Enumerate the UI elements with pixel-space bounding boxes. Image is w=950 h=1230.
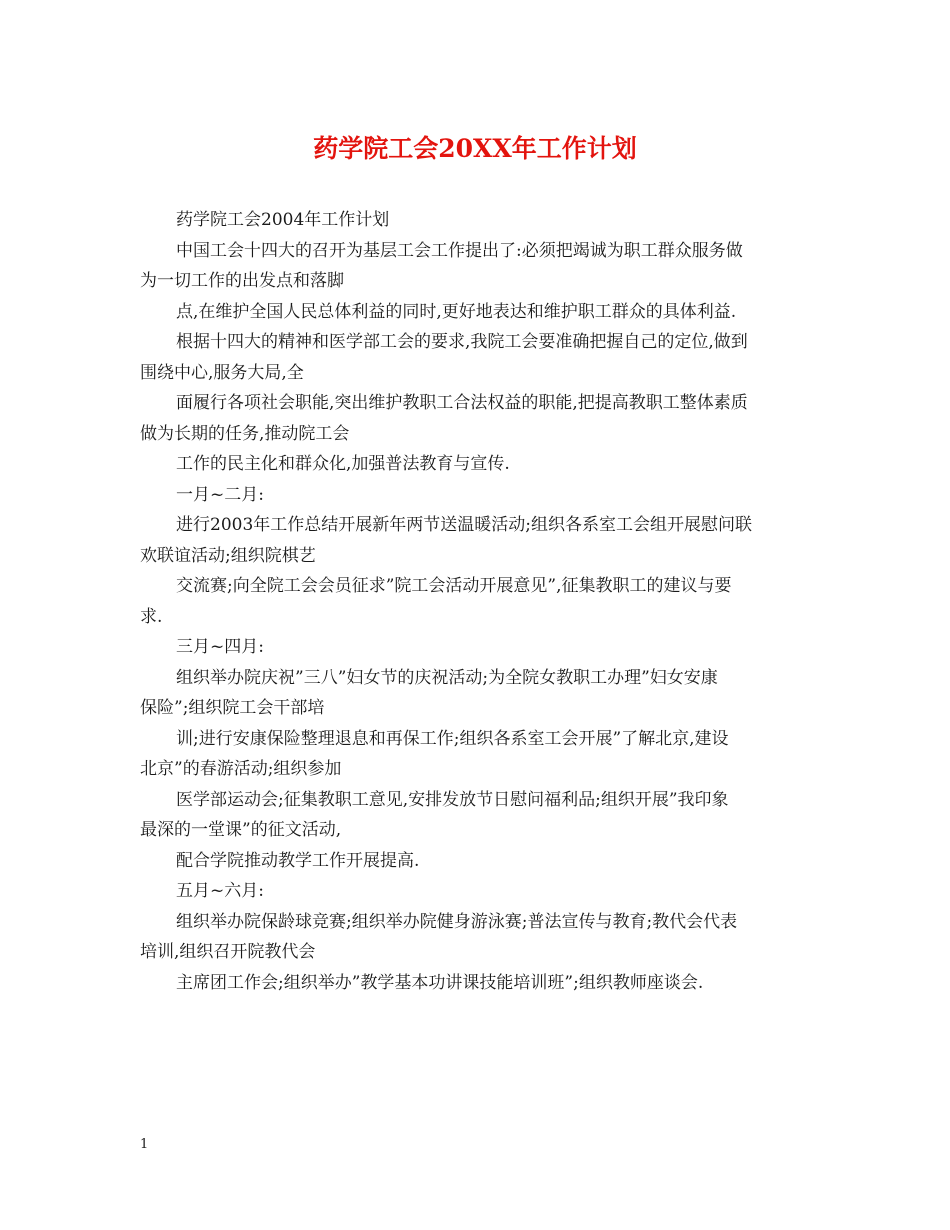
body-line: 配合学院推动教学工作开展提高. [176,850,420,871]
body-line: 根据十四大的精神和医学部工会的要求,我院工会要准确把握自己的定位,做到 [176,332,748,352]
body-line: 求. [140,606,163,627]
body-line: 欢联谊活动;组织院棋艺 [140,545,316,566]
body-line: 三月~四月: [176,637,264,657]
body-line: 面履行各项社会职能,突出维护教职工合法权益的职能,把提高教职工整体素质 [176,393,748,413]
body-line: 一月~二月: [176,484,264,505]
body-line: 培训,组织召开院教代会 [140,942,316,962]
body-line: 保险”;组织院工会干部培 [140,698,325,718]
body-line: 主席团工作会;组织举办”教学基本功讲课技能培训班”;组织教师座谈会. [176,972,704,993]
body-line: 组织举办院保龄球竞赛;组织举办院健身游泳赛;普法宣传与教育;教代会代表 [176,911,738,932]
body-line: 围绕中心,服务大局,全 [140,362,304,383]
body-line: 北京”的春游活动;组织参加 [140,759,342,779]
body-line: 工作的民主化和群众化,加强普法教育与宣传. [176,454,510,474]
body-line: 组织举办院庆祝”三八”妇女节的庆祝活动;为全院女教职工办理”妇女安康 [176,667,718,688]
body-line: 中国工会十四大的召开为基层工会工作提出了:必须把竭诚为职工群众服务做 [176,240,743,261]
body-line: 点,在维护全国人民总体利益的同时,更好地表达和维护职工群众的具体利益. [176,301,737,322]
body-line: 医学部运动会;征集教职工意见,安排发放节日慰问福利品;组织开展”我印象 [176,789,729,810]
body-line: 训;进行安康保险整理退息和再保工作;组织各系室工会开展”了解北京,建设 [176,728,729,749]
body-line: 做为长期的任务,推动院工会 [140,423,350,444]
document-body [140,205,815,998]
body-line: 药学院工会2004年工作计划 [176,210,390,230]
page-title: 药学院工会20XX年工作计划 [313,134,637,163]
body-line: 最深的一堂课”的征文活动, [140,820,342,840]
body-line: 五月~六月: [176,881,264,901]
page-number: 1 [140,1137,149,1152]
body-line: 为一切工作的出发点和落脚 [140,271,344,291]
body-line: 进行2003年工作总结开展新年两节送温暖活动;组织各系室工会组开展慰问联 [176,515,752,535]
body-line: 交流赛;向全院工会会员征求”院工会活动开展意见”,征集教职工的建议与要 [176,576,732,596]
